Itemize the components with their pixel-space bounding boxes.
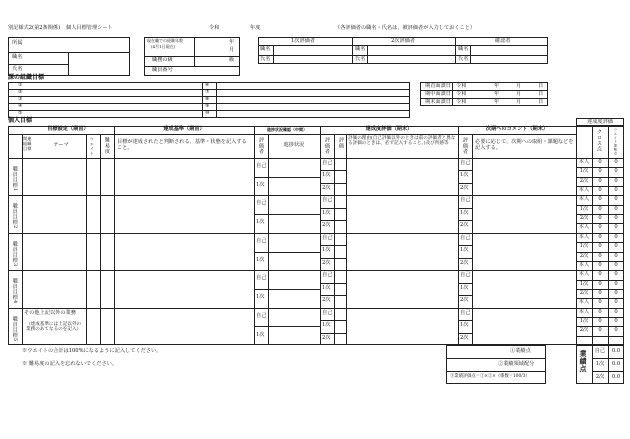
progress-status-label: 進捗状況 — [283, 142, 305, 148]
page-title: 個人目標管理シート — [66, 25, 113, 31]
goal-right-8: ⑧ — [205, 96, 210, 102]
next-divider — [458, 320, 472, 321]
post-label: 職名 — [12, 54, 23, 60]
achieve-first: 1次 — [322, 322, 331, 329]
weighted-value: 0 — [614, 261, 618, 268]
achieve-divider — [320, 295, 346, 296]
goal-right-7: ⑦ — [205, 89, 210, 95]
confirmer-header: 確認者 — [495, 38, 511, 44]
score-row-label: 1次 — [579, 205, 589, 212]
score-row-label: 本人 — [578, 233, 590, 240]
score-first-value: 0.0 — [611, 361, 621, 367]
next-second: 2次 — [460, 222, 469, 229]
reiwa-label: 令和 — [209, 25, 220, 31]
next-second: 2次 — [460, 297, 469, 304]
score-first-label: 1次 — [595, 361, 605, 367]
next-self: 自己 — [460, 197, 471, 204]
achieve-second: 2次 — [322, 334, 331, 341]
progress-self: 自己 — [256, 312, 267, 319]
achieve-header: 達成度評価（期末） — [365, 126, 413, 132]
first-evaluator-header: 1次評価者 — [291, 38, 316, 44]
score-row-label: 本人 — [578, 159, 590, 165]
score-calc-3: ③業績評価点＝①×②×（係数＝100/3） — [450, 374, 530, 379]
achievement-eval-label: 達成度評価 — [587, 118, 613, 125]
score-label: 業績点 — [579, 350, 589, 373]
cross-value: 0 — [598, 243, 602, 250]
progress-divider — [254, 289, 320, 290]
next-self: 自己 — [460, 309, 471, 316]
interview-date-part: 令和 — [456, 82, 467, 89]
progress-self: 自己 — [256, 275, 267, 282]
weighted-value: 0 — [614, 205, 618, 212]
weighted-value: 0 — [614, 177, 618, 184]
next-first: 1次 — [460, 172, 469, 179]
next-self: 自己 — [460, 234, 471, 241]
next-second: 2次 — [460, 334, 469, 341]
ev3-post-label: 職名 — [458, 46, 469, 52]
cross-value: 0 — [598, 168, 602, 175]
score-row-label: 2次 — [579, 327, 589, 334]
cross-value: 0 — [598, 271, 602, 278]
score-row-label: 本人 — [578, 271, 590, 278]
progress-self: 自己 — [256, 200, 267, 207]
cross-value: 0 — [598, 224, 602, 231]
cross-value: 0 — [598, 205, 602, 212]
dept-label: 所属 — [12, 40, 23, 46]
employee-info-box — [8, 37, 130, 76]
ev2-post-label: 職名 — [355, 46, 366, 52]
cross-value: 0 — [598, 215, 602, 222]
weighted-value: 0 — [614, 289, 618, 296]
score-row-label: 本人 — [578, 261, 590, 268]
interview-date-part: 年 — [494, 98, 500, 105]
second-evaluator-header: 2次評価者 — [391, 38, 416, 44]
goal-row-label: 職員目標1 — [11, 166, 18, 192]
progress-divider — [254, 252, 320, 253]
achieve-self: 自己 — [322, 234, 333, 241]
cross-value: 0 — [598, 261, 602, 268]
achieve-divider — [320, 283, 346, 284]
form-reference: 別記様式2(第2条関係) — [8, 25, 61, 31]
interview-date-part: 令和 — [456, 98, 467, 105]
next-first: 1次 — [460, 322, 469, 329]
weighted-value: 0 — [614, 327, 618, 334]
weighted-value: 0 — [614, 280, 618, 287]
achieve-self: 自己 — [322, 160, 333, 166]
difficulty-note: ※ 難易度の記入を忘れないでください。 — [22, 361, 118, 367]
achieve-first: 1次 — [322, 247, 331, 254]
next-self: 自己 — [460, 160, 471, 166]
next-second: 2次 — [460, 184, 469, 191]
interview-date-part: 日 — [538, 98, 544, 105]
related-org-goal-label: 関連組織目標 — [23, 136, 32, 151]
achieve-first: 1次 — [322, 284, 331, 291]
score-row-label: 2次 — [579, 177, 589, 184]
weight-label: ウエイト — [89, 137, 95, 156]
goal-row-label: 職員目標5 — [11, 315, 18, 342]
cross-value: 0 — [598, 233, 602, 240]
weighted-value: 0 — [614, 243, 618, 250]
goal-row-divider — [8, 308, 624, 309]
interview-date-part: 日 — [538, 90, 544, 97]
next-divider — [458, 333, 472, 334]
theme-label: テーマ — [53, 142, 69, 148]
weighted-value: 0 — [614, 187, 618, 194]
cross-value: 0 — [598, 159, 602, 165]
weighted-value: 0 — [614, 215, 618, 222]
fiscal-year-label: 年度 — [250, 25, 261, 31]
achieve-self: 自己 — [322, 272, 333, 279]
interview-date-part: 日 — [538, 82, 544, 89]
goal-right-10: ⑩ — [205, 110, 210, 116]
progress-first: 1次 — [256, 256, 265, 263]
next-evaluator-label: 評価者 — [461, 137, 468, 155]
cross-points-label: クロス点 — [595, 129, 602, 152]
goal-row-label: 職員目標4 — [11, 278, 18, 304]
next-self: 自己 — [460, 272, 471, 279]
progress-first: 1次 — [256, 182, 265, 188]
achieve-divider — [320, 333, 346, 334]
weighted-value: 0 — [614, 252, 618, 259]
personal-goals-title: 個人目標 — [8, 117, 33, 124]
achieve-rating-label: 評価 — [337, 137, 344, 149]
progress-first: 1次 — [256, 294, 265, 301]
achieve-first: 1次 — [322, 172, 331, 179]
achieve-divider — [320, 208, 346, 209]
progress-evaluator-label: 評価者 — [257, 137, 264, 155]
score-row-label: 1次 — [579, 168, 589, 175]
cross-value: 0 — [598, 252, 602, 259]
name-label: 氏名 — [12, 66, 23, 72]
progress-first: 1次 — [256, 219, 265, 226]
next-divider — [458, 258, 472, 259]
interview-date-part: 月 — [516, 82, 522, 89]
next-divider — [458, 295, 472, 296]
score-calc-1: ①業績点 — [510, 348, 531, 354]
weighted-value: 0 — [614, 168, 618, 175]
criteria-header: 達成基準（期首） — [163, 126, 205, 132]
interview-date-part: 令和 — [456, 90, 467, 97]
tenure-month-unit: 月 — [229, 47, 235, 53]
goal-row-divider — [8, 233, 624, 234]
cross-value: 0 — [598, 196, 602, 203]
progress-first: 1次 — [256, 331, 265, 338]
progress-self: 自己 — [256, 237, 267, 244]
next-first: 1次 — [460, 247, 469, 254]
cross-value: 0 — [598, 187, 602, 194]
cross-value: 0 — [598, 299, 602, 306]
goal-setting-header: 目標設定（期首） — [47, 126, 89, 132]
tenure-year-unit: 年 — [229, 39, 235, 45]
score-row-label: 本人 — [578, 299, 590, 306]
cross-value: 0 — [598, 308, 602, 315]
interview-label: 期中面談日 — [425, 90, 451, 97]
progress-divider — [254, 177, 320, 178]
interview-label: 期末面談日 — [425, 98, 451, 105]
achieve-first: 1次 — [322, 209, 331, 216]
achieve-second: 2次 — [322, 297, 331, 304]
goal-right-6: ⑥ — [205, 82, 210, 88]
next-second: 2次 — [460, 259, 469, 266]
score-row-label: 本人 — [578, 187, 590, 194]
score-row-label: 2次 — [579, 215, 589, 222]
tenure-label-2: (4月1日現在) — [151, 44, 176, 49]
goal-row-label: 職員目標2 — [11, 203, 18, 230]
score-row-label: 1次 — [579, 243, 589, 250]
interview-date-part: 月 — [516, 90, 522, 97]
score-self-label: 自己 — [594, 348, 606, 354]
score-second-value: 0.0 — [611, 374, 621, 380]
grade-label: 職務の級 — [152, 57, 173, 63]
next-divider — [458, 183, 472, 184]
score-second-label: 2次 — [595, 374, 605, 380]
score-self-value: 0.0 — [611, 348, 621, 354]
goal-row-label: 職員目標3 — [11, 240, 18, 267]
ev2-name-label: 氏名 — [355, 56, 366, 62]
score-row-label: 1次 — [579, 280, 589, 287]
job-number-label: 職員番号 — [152, 67, 173, 73]
goal-left-1: ① — [18, 82, 23, 88]
interview-date-part: 月 — [516, 98, 522, 105]
score-row-label: 1次 — [579, 317, 589, 324]
ev1-post-label: 職名 — [260, 46, 271, 52]
progress-self: 自己 — [256, 163, 267, 169]
score-row-label: 2次 — [579, 289, 589, 296]
next-desc: 必要に応じて、次期への取組・課題などを記入する。 — [475, 139, 574, 151]
interview-date-part: 年 — [494, 90, 500, 97]
progress-header: 進捗状況確認（中間） — [267, 127, 307, 132]
cross-value: 0 — [598, 177, 602, 184]
achieve-second: 2次 — [322, 259, 331, 266]
score-row-label: 本人 — [578, 224, 590, 231]
weighted-value: 0 — [614, 233, 618, 240]
score-row-label: 本人 — [578, 308, 590, 315]
weighted-value: 0 — [614, 317, 618, 324]
achieve-second: 2次 — [322, 222, 331, 229]
score-divider — [576, 336, 624, 337]
cross-value: 0 — [598, 327, 602, 334]
weighted-value: 0 — [614, 224, 618, 231]
weighted-value: 0 — [614, 308, 618, 315]
achieve-evaluator-label: 評価者 — [323, 137, 330, 155]
ev3-name-label: 氏名 — [458, 56, 469, 62]
cross-value: 0 — [598, 280, 602, 287]
goal-right-9: ⑨ — [205, 103, 210, 109]
weighted-points-label: ウエイト加味点 — [612, 128, 617, 156]
achieve-divider — [320, 183, 346, 184]
achieve-second: 2次 — [322, 184, 331, 191]
evaluator-note: （各評価者の職名・氏名は，被評価者が入力しておくこと） — [335, 25, 476, 31]
ev1-name-label: 氏名 — [260, 56, 271, 62]
score-row-label: 2次 — [579, 252, 589, 259]
extra-business-desc: （達成基準には上記以外の業務のあてなるのを記入） — [26, 321, 82, 332]
weighted-value: 0 — [614, 196, 618, 203]
achieve-divider — [320, 320, 346, 321]
score-row-label: 本人 — [578, 196, 590, 203]
achieve-divider — [320, 258, 346, 259]
next-first: 1次 — [460, 209, 469, 216]
weighted-value: 0 — [614, 159, 618, 165]
goal-left-4: ④ — [18, 103, 23, 109]
score-calc-2: ②業績領域配分 — [498, 361, 535, 367]
cross-value: 0 — [598, 317, 602, 324]
achieve-desc: 評価の理由(自己評価以外のときは前の評価者と異なる評価のときは、必ず記入すること。)及び所感等 — [348, 136, 456, 147]
next-divider — [458, 283, 472, 284]
weighted-value: 0 — [614, 271, 618, 278]
goal-row-divider — [8, 195, 624, 196]
goal-left-2: ② — [18, 89, 23, 95]
interview-date-part: 年 — [494, 82, 500, 89]
progress-divider — [254, 326, 320, 327]
extra-business-title: その他上記以外の業務 — [24, 309, 76, 316]
weight-note: ※ウエイトの合計は100%になるように記入してください。 — [22, 348, 162, 354]
cross-value: 0 — [598, 289, 602, 296]
next-first: 1次 — [460, 284, 469, 291]
progress-divider — [254, 214, 320, 215]
next-comment-header: 次期へのコメント（期末） — [485, 126, 549, 132]
goal-left-3: ③ — [18, 96, 23, 102]
section-goal-title: 課の組織目標 — [8, 74, 45, 81]
grade-unit: 級 — [229, 57, 235, 63]
weighted-value: 0 — [614, 299, 618, 306]
difficulty-label: 難易度 — [103, 137, 110, 155]
tenure-label-1: 現在職での経験年数 — [147, 38, 183, 43]
interview-label: 期首面談日 — [425, 82, 451, 89]
achieve-self: 自己 — [322, 197, 333, 204]
goal-left-5: ⑤ — [18, 110, 23, 116]
next-divider — [458, 208, 472, 209]
achieve-self: 自己 — [322, 309, 333, 316]
criteria-desc: 目標が達成されたと判断される、基準・状態を記入すること。 — [117, 139, 247, 151]
goal-row-divider — [8, 270, 624, 271]
